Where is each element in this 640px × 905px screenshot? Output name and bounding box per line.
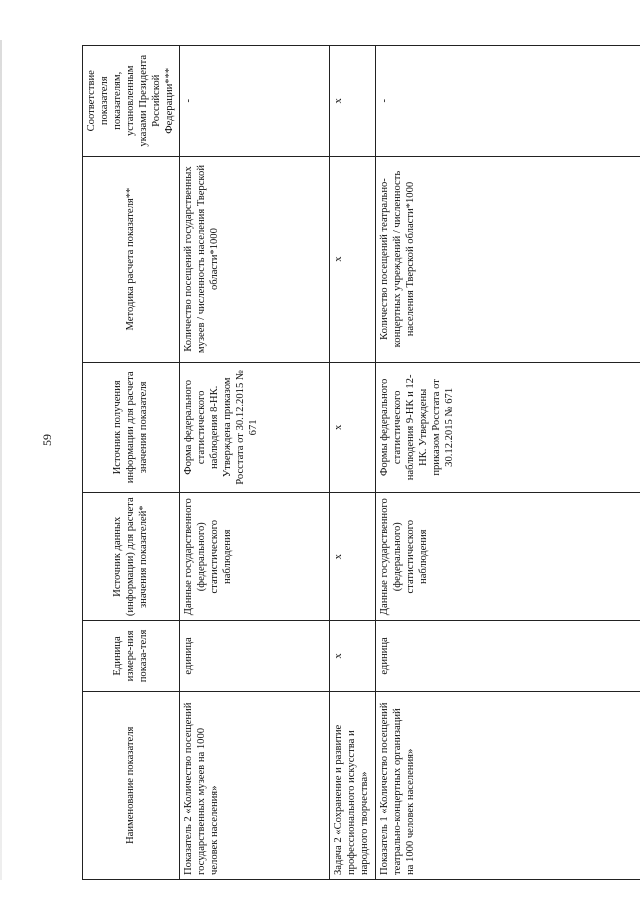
cell-data-source: Данные государственного (федерального) статистического наблюдения	[180, 493, 330, 621]
indicators-table	[82, 45, 640, 880]
header-unit: Единица измере-ния показа-теля	[83, 621, 180, 691]
cell-method: x	[330, 156, 376, 362]
header-indicator-name: Наименование показателя	[83, 691, 180, 879]
cell-method: Количество посещений театрально-концертных учреждений / численность населения Тверской области*1000	[376, 156, 640, 362]
page-number: 59	[40, 434, 54, 446]
cell-info-source: x	[330, 362, 376, 493]
cell-compliance: -	[180, 46, 330, 157]
cell-method: Количество посещений государственных музеев / численность населения Тверской области*1000	[180, 156, 330, 362]
header-compliance: Соответствие показателя показателям, установленным указами Президента Российской Федерации***	[83, 46, 180, 157]
header-data-source: Источник данных (информации) для расчета значения показателей*	[83, 493, 180, 621]
cell-task-name: Задача 2 «Сохранение и развитие профессионального искусства и народного творчества»	[330, 691, 376, 879]
table-header-row	[83, 46, 180, 880]
header-method: Методика расчета показателя**	[83, 156, 180, 362]
table-row	[330, 46, 376, 880]
cell-unit: единица	[376, 621, 640, 691]
cell-unit: единица	[180, 621, 330, 691]
table-row	[376, 46, 640, 880]
table-row	[180, 46, 330, 880]
cell-indicator-name: Показатель 1 «Количество посещений театрально-концертных организаций на 1000 человек населения»	[376, 691, 640, 879]
cell-data-source: Данные государственного (федерального) статистического наблюдения	[376, 493, 640, 621]
cell-indicator-name: Показатель 2 «Количество посещений государственных музеев на 1000 человек населения»	[180, 691, 330, 879]
scan-edge	[0, 40, 2, 880]
cell-compliance: x	[330, 46, 376, 157]
header-info-source: Источник получения информации для расчета значения показателя	[83, 362, 180, 493]
cell-data-source: x	[330, 493, 376, 621]
cell-info-source: Форма федерального статистического наблюдения 8-НК. Утверждена приказом Росстата от 30.12.2015 № 671	[180, 362, 330, 493]
cell-compliance: -	[376, 46, 640, 157]
cell-info-source: Формы федерального статистического наблюдения 9-НК и 12-НК. Утверждены приказом Росстата от 30.12.2015 № 671	[376, 362, 640, 493]
cell-unit: x	[330, 621, 376, 691]
rotated-table-wrapper	[82, 45, 637, 880]
